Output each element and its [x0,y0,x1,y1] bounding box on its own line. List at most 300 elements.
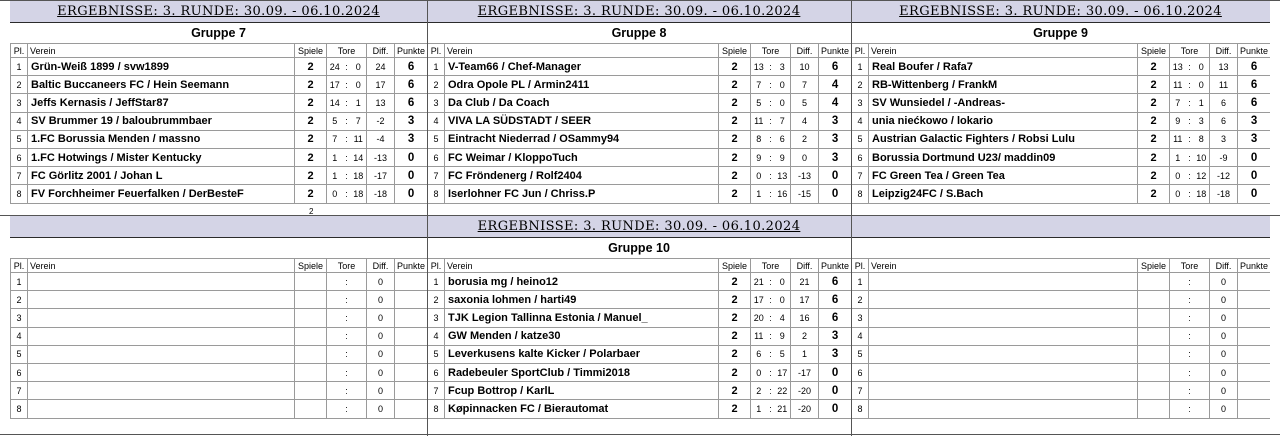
goals-for-cell: 5 [751,94,767,112]
games-cell: 2 [295,94,327,112]
diff-cell: 0 [1210,400,1238,418]
round-banner [10,215,427,238]
goals-against-cell: 3 [775,58,791,76]
points-cell [395,291,427,309]
goals-for-cell [1170,273,1186,291]
points-cell: 6 [1238,58,1270,76]
team-cell: Leipzig24FC / S.Bach [869,185,1138,203]
rank-cell: 5 [428,130,445,148]
games-cell [295,382,327,400]
points-cell: 0 [819,185,851,203]
goals-separator: : [767,148,775,166]
points-cell [1238,363,1270,381]
goals-against-cell [1194,345,1210,363]
diff-cell: 0 [367,345,395,363]
points-cell: 0 [819,167,851,185]
goals-for-cell: 13 [1170,58,1186,76]
header-tore: Tore [327,259,367,273]
goals-separator: : [343,76,351,94]
team-cell [28,327,295,345]
round-banner: ERGEBNISSE: 3. RUNDE: 30.09. - 06.10.2024 [427,215,851,238]
goals-separator: : [343,94,351,112]
team-cell: Jeffs Kernasis / JeffStar87 [28,94,295,112]
goals-for-cell: 24 [327,58,343,76]
standings-table [10,43,427,204]
goals-separator: : [1186,167,1194,185]
goals-against-cell: 22 [775,382,791,400]
team-cell: RB-Wittenberg / FrankM [869,76,1138,94]
round-banner: ERGEBNISSE: 3. RUNDE: 30.09. - 06.10.2024 [10,0,427,23]
goals-for-cell: 21 [751,273,767,291]
team-cell [28,309,295,327]
goals-against-cell: 18 [351,167,367,185]
header-punkte: Punkte [1238,44,1270,58]
goals-for-cell [327,291,343,309]
team-cell: 1.FC Borussia Menden / massno [28,130,295,148]
goals-for-cell: 14 [327,94,343,112]
points-cell [395,400,427,418]
row-divider [0,0,1280,1]
team-cell: Radebeuler SportClub / Timmi2018 [445,363,719,381]
table-row [852,363,1271,381]
header-verein: Verein [869,259,1138,273]
goals-against-cell: 17 [775,363,791,381]
diff-cell: 6 [1210,112,1238,130]
table-row [852,148,1271,166]
points-cell: 0 [1238,185,1270,203]
goals-separator: : [343,273,351,291]
games-cell [1138,400,1170,418]
goals-against-cell: 21 [775,400,791,418]
goals-for-cell: 1 [327,148,343,166]
team-cell: Da Club / Da Coach [445,94,719,112]
games-cell [295,363,327,381]
goals-separator: : [1186,94,1194,112]
table-row [428,185,852,203]
goals-against-cell [351,327,367,345]
games-cell [295,400,327,418]
header-diff: Diff. [791,44,819,58]
table-row [428,400,852,418]
header-row [428,259,852,273]
table-row [852,185,1271,203]
team-cell [869,273,1138,291]
diff-cell: 17 [367,76,395,94]
games-cell: 2 [719,345,751,363]
team-cell [28,363,295,381]
goals-separator: : [1186,345,1194,363]
standings-table [851,43,1270,204]
rank-cell: 6 [428,148,445,166]
table-row [11,345,428,363]
table-row [852,291,1271,309]
games-cell: 2 [1138,58,1170,76]
rank-cell: 7 [428,382,445,400]
round-banner: ERGEBNISSE: 3. RUNDE: 30.09. - 06.10.2024 [427,0,851,23]
rank-cell: 8 [852,400,869,418]
goals-for-cell: 11 [751,112,767,130]
rank-cell: 2 [428,291,445,309]
table-row [11,273,428,291]
goals-against-cell [1194,400,1210,418]
points-cell: 0 [395,167,427,185]
team-cell: 1.FC Hotwings / Mister Kentucky [28,148,295,166]
header-tore: Tore [751,44,791,58]
goals-against-cell: 5 [775,345,791,363]
goals-for-cell: 0 [1170,167,1186,185]
team-cell: Borussia Dortmund U23/ maddin09 [869,148,1138,166]
header-pl: Pl. [428,44,445,58]
goals-against-cell [351,273,367,291]
header-pl: Pl. [852,44,869,58]
rank-cell: 3 [11,94,28,112]
points-cell: 3 [1238,130,1270,148]
goals-for-cell [1170,382,1186,400]
points-cell: 6 [1238,76,1270,94]
table-row [11,58,428,76]
rank-cell: 2 [428,76,445,94]
games-cell: 2 [719,291,751,309]
goals-separator: : [1186,273,1194,291]
diff-cell: 11 [1210,76,1238,94]
header-punkte: Punkte [819,44,851,58]
goals-against-cell [1194,309,1210,327]
header-pl: Pl. [852,259,869,273]
diff-cell: 0 [367,309,395,327]
row-divider [0,434,1280,435]
round-banner: ERGEBNISSE: 3. RUNDE: 30.09. - 06.10.2024 [851,0,1270,23]
goals-for-cell [327,363,343,381]
points-cell: 0 [395,185,427,203]
goals-for-cell [327,309,343,327]
goals-for-cell: 0 [751,363,767,381]
table-row [11,167,428,185]
goals-against-cell [351,345,367,363]
diff-cell: -13 [367,148,395,166]
goals-separator: : [343,185,351,203]
goals-against-cell: 12 [1194,167,1210,185]
rank-cell: 1 [852,273,869,291]
rank-cell: 7 [852,382,869,400]
team-cell [869,382,1138,400]
points-cell: 6 [395,94,427,112]
rank-cell: 4 [11,112,28,130]
games-cell: 2 [719,382,751,400]
standings-table [10,258,427,419]
rank-cell: 7 [852,167,869,185]
goals-separator: : [343,148,351,166]
table-row [428,58,852,76]
header-spiele: Spiele [295,44,327,58]
games-cell [1138,327,1170,345]
header-pl: Pl. [428,259,445,273]
team-cell: Austrian Galactic Fighters / Robsi Lulu [869,130,1138,148]
team-cell [869,345,1138,363]
goals-separator: : [1186,400,1194,418]
goals-against-cell [351,400,367,418]
points-cell: 0 [819,363,851,381]
table-row [11,76,428,94]
diff-cell: 5 [791,94,819,112]
table-row [852,167,1271,185]
games-cell [1138,273,1170,291]
table-row [428,130,852,148]
team-cell: Iserlohner FC Jun / Chriss.P [445,185,719,203]
points-cell: 3 [819,148,851,166]
points-cell [1238,345,1270,363]
goals-for-cell: 11 [1170,130,1186,148]
points-cell: 0 [819,382,851,400]
games-cell [1138,382,1170,400]
diff-cell: 0 [367,400,395,418]
diff-cell: -20 [791,400,819,418]
team-cell: Eintracht Niederrad / OSammy94 [445,130,719,148]
goals-against-cell: 3 [1194,112,1210,130]
points-cell [395,309,427,327]
table-row [11,363,428,381]
header-tore: Tore [1170,259,1210,273]
points-cell [1238,382,1270,400]
points-cell [395,273,427,291]
points-cell: 0 [1238,148,1270,166]
games-cell: 2 [295,76,327,94]
team-cell [869,291,1138,309]
goals-for-cell [1170,309,1186,327]
goals-for-cell: 7 [327,130,343,148]
rank-cell: 8 [852,185,869,203]
table-row [852,345,1271,363]
header-row [11,259,428,273]
points-cell: 3 [819,130,851,148]
table-row [428,76,852,94]
team-cell: FC Fröndenerg / Rolf2404 [445,167,719,185]
games-cell: 2 [719,185,751,203]
header-diff: Diff. [1210,259,1238,273]
header-diff: Diff. [367,259,395,273]
goals-for-cell: 1 [327,167,343,185]
goals-separator: : [1186,309,1194,327]
diff-cell: -18 [367,185,395,203]
column-divider [851,0,852,436]
diff-cell: 0 [367,363,395,381]
team-cell [28,345,295,363]
team-cell [869,309,1138,327]
points-cell: 6 [395,58,427,76]
goals-for-cell [1170,291,1186,309]
diff-cell: -20 [791,382,819,400]
goals-separator: : [343,327,351,345]
games-cell: 2 [295,185,327,203]
diff-cell: 21 [791,273,819,291]
table-row [428,309,852,327]
team-cell: FV Forchheimer Feuerfalken / DerBesteF [28,185,295,203]
team-cell: Baltic Buccaneers FC / Hein Seemann [28,76,295,94]
header-punkte: Punkte [395,259,427,273]
points-cell [395,327,427,345]
team-cell [28,382,295,400]
games-cell: 2 [1138,76,1170,94]
points-cell: 3 [819,327,851,345]
table-row [428,148,852,166]
team-cell [869,400,1138,418]
header-spiele: Spiele [1138,44,1170,58]
goals-separator: : [1186,130,1194,148]
games-cell: 2 [719,167,751,185]
diff-cell: 17 [791,291,819,309]
diff-cell: -18 [1210,185,1238,203]
rank-cell: 5 [852,130,869,148]
header-diff: Diff. [367,44,395,58]
header-punkte: Punkte [395,44,427,58]
goals-against-cell: 0 [351,58,367,76]
goals-against-cell: 7 [351,112,367,130]
games-cell: 2 [1138,130,1170,148]
header-pl: Pl. [11,44,28,58]
team-cell [28,291,295,309]
rank-cell: 3 [428,94,445,112]
team-cell: V-Team66 / Chef-Manager [445,58,719,76]
rank-cell: 4 [428,327,445,345]
team-cell: VIVA LA SÜDSTADT / SEER [445,112,719,130]
goals-separator: : [767,185,775,203]
goals-for-cell [327,345,343,363]
rank-cell: 2 [852,76,869,94]
table-row [852,273,1271,291]
goals-separator: : [767,76,775,94]
team-cell: Køpinnacken FC / Bierautomat [445,400,719,418]
diff-cell: 2 [791,130,819,148]
header-tore: Tore [327,44,367,58]
goals-separator: : [1186,382,1194,400]
rank-cell: 5 [428,345,445,363]
table-row [852,327,1271,345]
diff-cell: 0 [1210,309,1238,327]
rank-cell: 6 [852,363,869,381]
goals-for-cell: 0 [751,167,767,185]
table-row [11,148,428,166]
games-cell [295,345,327,363]
diff-cell: 0 [367,273,395,291]
points-cell: 6 [819,273,851,291]
table-row [428,273,852,291]
goals-for-cell: 7 [1170,94,1186,112]
points-cell: 6 [819,58,851,76]
points-cell: 0 [395,148,427,166]
table-row [428,382,852,400]
goals-separator: : [343,167,351,185]
rank-cell: 6 [11,148,28,166]
table-row [11,112,428,130]
table-row [11,94,428,112]
team-cell: saxonia lohmen / harti49 [445,291,719,309]
header-row [852,44,1271,58]
diff-cell: 0 [1210,273,1238,291]
points-cell: 3 [395,130,427,148]
team-cell: borusia mg / heino12 [445,273,719,291]
diff-cell: 0 [367,291,395,309]
rank-cell: 6 [428,363,445,381]
games-cell: 2 [295,130,327,148]
goals-for-cell: 17 [327,76,343,94]
standings-table [851,258,1270,419]
goals-against-cell: 1 [1194,94,1210,112]
goals-for-cell: 7 [751,76,767,94]
goals-against-cell [351,291,367,309]
team-cell [28,273,295,291]
games-cell: 2 [719,400,751,418]
goals-separator: : [767,94,775,112]
header-verein: Verein [28,259,295,273]
team-cell: FC Weimar / KloppoTuch [445,148,719,166]
stray-mark: 2 [309,207,314,216]
games-cell: 2 [719,58,751,76]
games-cell: 2 [295,148,327,166]
goals-separator: : [343,309,351,327]
points-cell [1238,327,1270,345]
diff-cell: 6 [1210,94,1238,112]
table-row [428,94,852,112]
table-row [428,327,852,345]
rank-cell: 5 [852,345,869,363]
games-cell [295,291,327,309]
points-cell [1238,309,1270,327]
goals-against-cell [351,363,367,381]
diff-cell: 10 [791,58,819,76]
diff-cell: 0 [1210,345,1238,363]
goals-against-cell: 18 [1194,185,1210,203]
goals-for-cell: 13 [751,58,767,76]
header-verein: Verein [445,259,719,273]
goals-for-cell: 17 [751,291,767,309]
group-title [10,238,427,258]
table-row [11,309,428,327]
goals-separator: : [1186,291,1194,309]
points-cell: 3 [819,345,851,363]
diff-cell: -13 [791,167,819,185]
rank-cell: 4 [11,327,28,345]
group-title: Gruppe 10 [608,241,670,255]
goals-against-cell [1194,382,1210,400]
rank-cell: 3 [428,309,445,327]
goals-separator: : [767,363,775,381]
rank-cell: 3 [11,309,28,327]
header-punkte: Punkte [819,259,851,273]
diff-cell: 7 [791,76,819,94]
goals-separator: : [1186,185,1194,203]
goals-for-cell [1170,363,1186,381]
group-panel [10,0,427,204]
rank-cell: 8 [428,400,445,418]
points-cell [1238,273,1270,291]
goals-separator: : [767,309,775,327]
games-cell: 2 [295,167,327,185]
goals-for-cell [1170,400,1186,418]
goals-against-cell [1194,291,1210,309]
goals-separator: : [767,291,775,309]
rank-cell: 7 [428,167,445,185]
group-title [851,238,1270,258]
games-cell [1138,345,1170,363]
rank-cell: 4 [428,112,445,130]
goals-for-cell [327,400,343,418]
goals-against-cell: 16 [775,185,791,203]
games-cell: 2 [719,112,751,130]
games-cell: 2 [1138,167,1170,185]
games-cell: 2 [719,309,751,327]
header-pl: Pl. [11,259,28,273]
team-cell: unia niećkowo / lokario [869,112,1138,130]
table-row [852,130,1271,148]
